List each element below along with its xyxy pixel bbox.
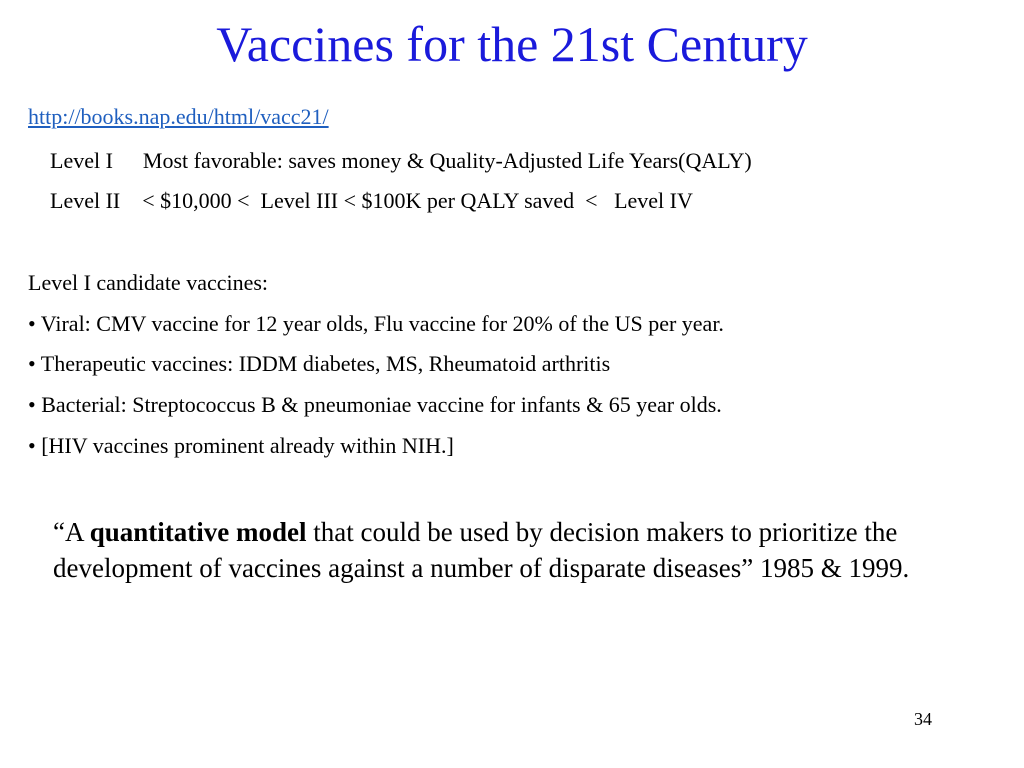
quote-text-end: that could be used by decision makers to prioritize the development of vaccines against a number of disparate diseases” 1985 & 1999. <box>53 517 910 583</box>
bullet-item: • [HIV vaccines prominent already within NIH.] <box>28 433 454 458</box>
quote-block <box>53 514 1003 586</box>
bullet-item: • Therapeutic vaccines: IDDM diabetes, MS, Rheumatoid arthritis <box>28 351 611 376</box>
bullet-item: • Bacterial: Streptococcus B & pneumoniae vaccine for infants & 65 year olds. <box>28 392 722 417</box>
reference-link[interactable]: http://books.nap.edu/html/vacc21/ <box>28 104 329 129</box>
quote-emphasis: quantitative model <box>89 517 307 547</box>
level-1-description: Most favorable: saves money & Quality-Adjusted Life Years(QALY) <box>142 148 752 173</box>
level-thresholds-row: Level II < $10,000 < Level III < $100K per QALY saved < Level IV <box>50 188 693 213</box>
level-1-row <box>50 148 752 174</box>
slide-title: Vaccines for the 21st Century <box>216 16 808 72</box>
page-number: 34 <box>914 709 932 729</box>
candidates-heading: Level I candidate vaccines: <box>28 270 269 295</box>
level-1-label: Level I <box>50 148 113 173</box>
bullet-item: • Viral: CMV vaccine for 12 year olds, Flu vaccine for 20% of the US per year. <box>28 311 724 336</box>
quote-text-start: “A <box>53 517 90 547</box>
